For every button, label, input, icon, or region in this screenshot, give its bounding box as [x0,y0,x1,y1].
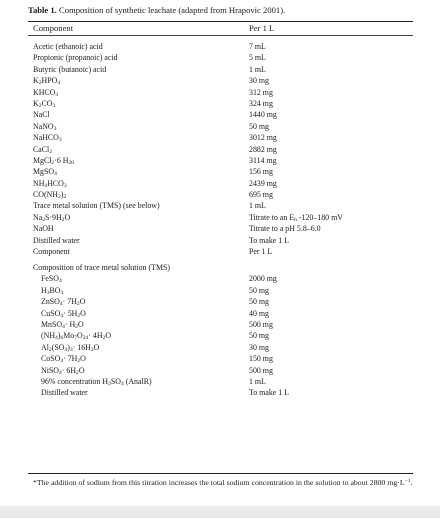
amount-cell: 40 mg [249,308,269,318]
table-row [0,200,440,211]
amount-cell: 2439 mg [249,178,277,188]
component-cell: NaHCO$_3$ [33,133,62,144]
amount-cell: 150 mg [249,354,273,364]
table-row [0,64,440,75]
component-cell: Trace metal solution (TMS) (see below) [33,201,160,211]
table-row [0,262,440,273]
table-caption [28,5,418,16]
table-row [0,121,440,132]
amount-cell: 7 mL [249,42,266,51]
table-row [0,166,440,177]
amount-cell: 50 mg [249,297,269,307]
component-cell: Distilled water [41,388,88,398]
component-cell: Acetic (ethanoic) acid [33,42,103,51]
caption-text: Composition of synthetic leachate (adapted from Hrapovic 2001). [58,5,286,15]
table-row [0,308,440,319]
component-cell: CoSO$_4$· $7H_2O$ [41,354,86,365]
bottom-rule [28,473,413,474]
table-row [0,87,440,98]
table-row [0,52,440,63]
table-row [0,144,440,155]
amount-cell: 2882 mg [249,144,277,154]
amount-cell: 1 mL [249,64,266,74]
amount-cell: 2000 mg [249,274,277,284]
component-cell: NaOH [33,224,54,234]
amount-cell: 324 mg [249,98,273,108]
amount-cell: 3012 mg [249,133,277,143]
amount-cell: Titrate to a pH 5.8–6.0 [249,224,321,234]
column-header-amount: Per 1 L [249,23,275,33]
amount-cell: 30 mg [249,342,269,352]
table-row [0,387,440,398]
component-cell: CaCl$_2$ [33,144,53,155]
table-row [0,246,440,262]
section-heading-tms: Composition of trace metal solution (TMS) [33,263,170,273]
table-row [0,223,440,234]
table-row [0,178,440,189]
table-row [0,353,440,364]
component-cell: Propionic (propanoic) acid [33,53,118,63]
table-row [0,189,440,200]
amount-cell: 1 mL [249,376,266,386]
amount-cell: 1440 mg [249,110,277,120]
component-cell: $KHCO_3$ [33,87,59,98]
component-cell: NaCl [33,110,50,120]
table-row [0,235,440,246]
component-cell: NiSO$_4$· $6H_2O$ [41,365,85,376]
component-cell: $Na_2S\cdot 9H_2O$ [33,212,71,223]
caption-label: Table 1. [28,5,57,15]
amount-cell: 156 mg [249,167,273,177]
table-row [0,75,440,86]
amount-cell: 500 mg [249,365,273,375]
component-cell: MgSO$_4$ [33,167,57,178]
table-row [0,296,440,307]
component-cell: CuSO$_4$· $5H_2O$ [41,308,86,319]
component-cell: $(NH_4)_6Mo_7O_{24}\cdot 4H_2O$ [41,331,112,342]
table-row [0,212,440,223]
component-cell: MgCl$_2$·6 $H_{20}$ [33,155,75,166]
amount-cell: 1 mL [249,201,266,211]
amount-cell: To make 1 L [249,235,289,245]
component-cell: ZnSO$_4$· $7H_2O$ [41,297,86,308]
table-row [0,330,440,341]
amount-cell: Titrate to an $E_h$ -120–180 mV [249,212,343,223]
component-cell: 96% concentration $H_2SO_4$ (AnalR) [41,376,152,387]
amount-cell: 5 mL [249,53,266,63]
component-cell: Butyric (butanoic) acid [33,64,107,74]
component-cell: $K_2CO_3$ [33,98,56,109]
table-row [0,109,440,120]
amount-cell: 50 mg [249,285,269,295]
table-body [0,41,440,399]
table-row [0,98,440,109]
component-cell: $H_3BO_3$ [41,285,64,296]
amount-cell: 50 mg [249,121,269,131]
table-row [0,155,440,166]
header-rule [28,35,413,36]
amount-cell: 312 mg [249,87,273,97]
component-cell: Distilled water [33,235,80,245]
column-header-component: Component [33,23,74,33]
amount-cell: 500 mg [249,319,273,329]
table-row [0,342,440,353]
amount-cell: 3114 mg [249,155,277,165]
table-row [0,285,440,296]
component-cell: $CO(NH_2)_2$ [33,190,67,201]
table-row [0,365,440,376]
amount-cell: 50 mg [249,331,269,341]
component-cell: $Al_2(SO_4)_3\cdot 16H_2O$ [41,342,100,353]
component-cell: $K_2HPO_4$ [33,76,61,87]
table-row [0,319,440,330]
component-cell: $NH_4HCO_3$ [33,178,67,189]
component-cell: FeSO$_4$ [41,274,62,285]
component-cell: MnSO$_4$· $H_2O$ [41,319,84,330]
amount-cell: To make 1 L [249,388,289,398]
top-rule [28,21,413,22]
component-cell: NaNO$_3$ [33,121,57,132]
amount-cell: 30 mg [249,76,269,86]
table-row [0,41,440,52]
amount-cell: Per 1 L [249,247,273,257]
component-cell: Component [33,247,70,257]
amount-cell: 695 mg [249,190,273,200]
table-footnote: *The addition of sodium from this titration increases the total sodium concentration in the solution to about 2800 $mg\cdot L^{-1}$. [33,478,413,487]
table-row [0,273,440,284]
table-row [0,132,440,143]
table-row [0,376,440,387]
